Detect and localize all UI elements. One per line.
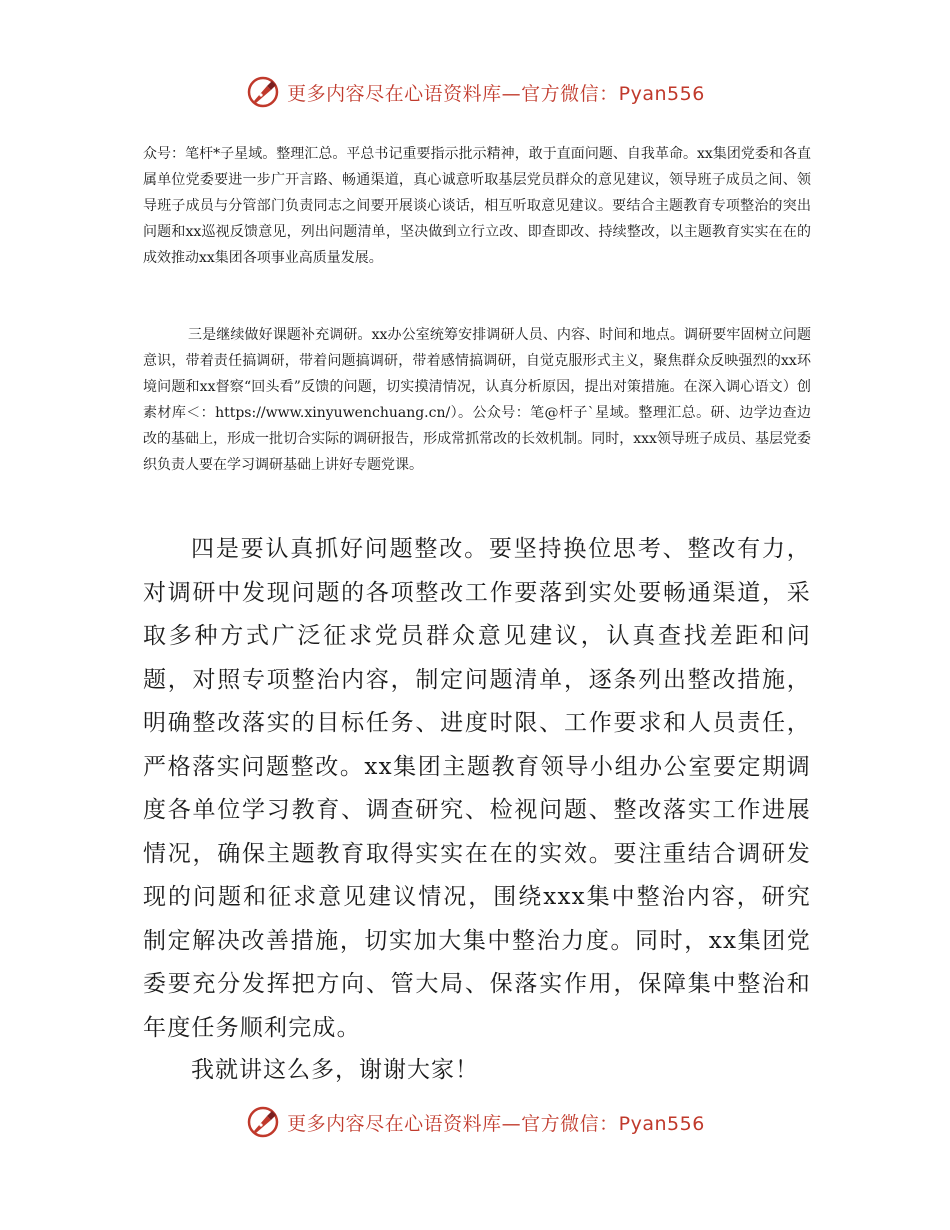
paragraph-continued: 众号：笔杆*子星域。整理汇总。平总书记重要指示批示精神，敢于直面问题、自我革命。xx集团党委和各直属单位党委要进一步广开言路、畅通渠道，真心诚意听取基层党员群众的意见建议，领导班子成员之间、领导班子成员与分管部门负责同志之间要开展谈心谈话，相互听取意见建议。要结合主题教育专项整治的突出问题和xx巡视反馈意见，列出问题清单，坚决做到立行立改、即查即改、持续整改，以主题教育实实在在的成效推动xx集团各项事业高质量发展。 (143, 146, 811, 266)
footer-banner (0, 1100, 950, 1144)
banner-text: 更多内容尽在心语资料库—官方微信：Pyan556 (287, 82, 705, 105)
pen-nib-icon (245, 74, 281, 110)
paragraph-closing: 我就讲这么多，谢谢大家！ (191, 1057, 479, 1083)
pen-nib-icon (245, 1104, 281, 1140)
paragraph-third-point: 三是继续做好课题补充调研。xx办公室统筹安排调研人员、内容、时间和地点。调研要牢固树立问题意识，带着责任搞调研，带着问题搞调研，带着感情搞调研，自觉克服形式主义，聚焦群众反映强烈的xx环境问题和xx督察“回头看”反馈的问题，切实摸清情况，认真分析原因，提出对策措施。在深入调心语文）创素材库＜：https://www.xinyuwenchuang.cn/）。公众号：笔@杆子`星域。整理汇总。研、边学边查边改的基础上，形成一批切合实际的调研报告，形成常抓常改的长效机制。同时，xxx领导班子成员、基层党委织负责人要在学习调研基础上讲好专题党课。 (143, 327, 811, 473)
paragraph-fourth-point: 四是要认真抓好问题整改。要坚持换位思考、整改有力，对调研中发现问题的各项整改工作要落到实处要畅通渠道，采取多种方式广泛征求党员群众意见建议，认真查找差距和问题，对照专项整治内容，制定问题清单，逐条列出整改措施，明确整改落实的目标任务、进度时限、工作要求和人员责任，严格落实问题整改。xx集团主题教育领导小组办公室要定期调度各单位学习教育、调查研究、检视问题、整改落实工作进展情况，确保主题教育取得实实在在的实效。要注重结合调研发现的问题和征求意见建议情况，围绕xxx集中整治内容，研究制定解决改善措施，切实加大集中整治力度。同时，xx集团党委要充分发挥把方向、管大局、保落实作用，保障集中整治和年度任务顺利完成。 (143, 536, 811, 1041)
header-banner (0, 70, 950, 114)
banner-text: 更多内容尽在心语资料库—官方微信：Pyan556 (287, 1112, 705, 1135)
